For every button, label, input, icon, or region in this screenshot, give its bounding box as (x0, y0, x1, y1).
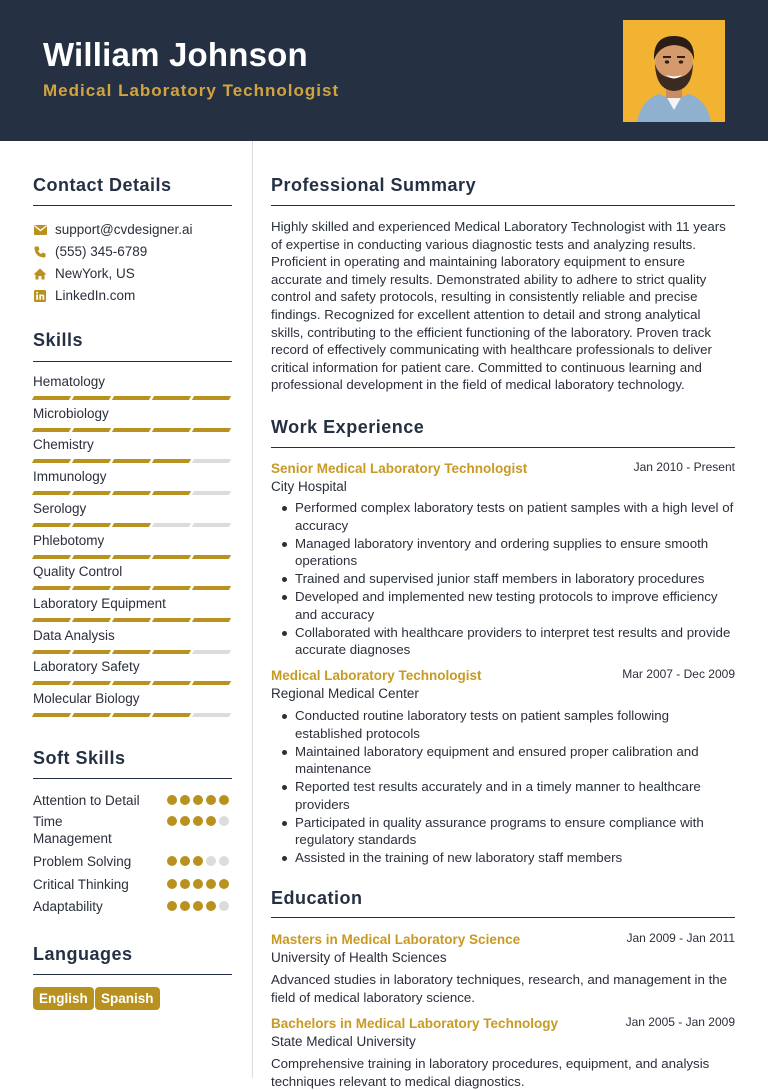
skill-level-segment (192, 491, 231, 495)
skill-row (33, 469, 231, 484)
skill-level-segment (152, 491, 191, 495)
skill-level-segment (72, 523, 111, 527)
contact-heading: Contact Details (33, 175, 172, 195)
rating-dot (180, 856, 190, 866)
skill-level-segment (72, 618, 111, 622)
skill-row (33, 659, 231, 674)
skill-name: Microbiology (33, 405, 109, 421)
list-item: Conducted routine laboratory tests on patient samples following established protocols (271, 707, 735, 742)
skill-level-segment (152, 396, 191, 400)
skill-level-bar (33, 428, 230, 432)
skill-name: Phlebotomy (33, 532, 105, 548)
list-item: Participated in quality assurance programs to ensure compliance with regulatory standards (271, 814, 735, 849)
education-rule (271, 917, 735, 918)
soft-skill-rating (167, 816, 229, 826)
degree-description: Comprehensive training in laboratory procedures, equipment, and analysis techniques relevant to medical diagnostics. (271, 1056, 710, 1089)
job-title: Medical Laboratory Technologist (271, 668, 482, 683)
rating-dot (180, 901, 190, 911)
skill-level-segment (192, 523, 231, 527)
skill-level-segment (32, 459, 71, 463)
language-tag: English (33, 987, 94, 1010)
rating-dot (219, 879, 229, 889)
skill-level-bar (33, 396, 230, 400)
skill-level-bar (33, 650, 230, 654)
candidate-title: Medical Laboratory Technologist (43, 81, 340, 100)
rating-dot (193, 816, 203, 826)
rating-dot (219, 901, 229, 911)
skill-level-segment (72, 396, 111, 400)
profile-photo (623, 20, 725, 122)
skill-level-segment (112, 523, 151, 527)
skill-name: Laboratory Safety (33, 659, 140, 675)
soft-skills-rule (33, 778, 232, 779)
summary-text: Highly skilled and experienced Medical Laboratory Technologist with 11 years of expertise in conducting various diagnostic tests and analyzing results. Proficient in operating and maintaining laboratory equipment to ensure accurate and timely results. Demonstrated ability to adhere to strict quality control and safety protocols, resulting in consistently reliable and precise findings. Recognized for excellent attention to detail and strong analytical skills, contributing to the efficient functioning of the laboratory. Proven track record of effectively communicating with healthcare professionals to deliver critical information for patient care. Committed to continuous learning and professional development in the field of medical laboratory technology. (271, 219, 726, 393)
skill-level-bar (33, 586, 230, 590)
degree-title: Bachelors in Medical Laboratory Technology (271, 1016, 559, 1031)
skill-level-segment (192, 650, 231, 654)
degree-date: Jan 2009 - Jan 2011 (626, 931, 735, 945)
skill-level-segment (72, 459, 111, 463)
skill-level-segment (72, 586, 111, 590)
skill-level-segment (112, 428, 151, 432)
languages-rule (33, 974, 232, 975)
skill-level-segment (32, 713, 71, 717)
soft-skill-name: Attention to Detail (33, 793, 140, 808)
skill-level-segment (112, 586, 151, 590)
skill-level-segment (32, 650, 71, 654)
rating-dot (167, 856, 177, 866)
skill-level-segment (32, 555, 71, 559)
job-bullets (271, 499, 735, 659)
skill-level-segment (112, 713, 151, 717)
skill-level-segment (32, 586, 71, 590)
work-rule (271, 447, 735, 448)
degree-date: Jan 2005 - Jan 2009 (625, 1015, 735, 1029)
skill-level-segment (192, 681, 231, 685)
contact-location-text: NewYork, US (55, 266, 135, 281)
education-heading: Education (271, 888, 363, 908)
summary-rule (271, 205, 735, 206)
skill-level-bar (33, 459, 230, 463)
skill-name: Quality Control (33, 564, 123, 580)
skill-name: Immunology (33, 469, 107, 485)
rating-dot (219, 795, 229, 805)
home-icon (33, 267, 47, 281)
rating-dot (167, 795, 177, 805)
language-tag: Spanish (95, 987, 160, 1010)
skill-level-segment (152, 681, 191, 685)
skill-level-bar (33, 713, 230, 717)
list-item: Trained and supervised junior staff members in laboratory procedures (271, 570, 735, 588)
skill-level-segment (112, 681, 151, 685)
soft-skills-heading: Soft Skills (33, 748, 126, 768)
job-company: Regional Medical Center (271, 686, 419, 701)
list-item: Performed complex laboratory tests on patient samples with a high level of accuracy (271, 499, 735, 534)
skill-level-bar (33, 523, 230, 527)
skill-name: Serology (33, 500, 87, 516)
skill-level-segment (72, 650, 111, 654)
skill-level-segment (152, 650, 191, 654)
skill-level-segment (32, 428, 71, 432)
contact-linkedin[interactable] (33, 288, 135, 303)
avatar-portrait (623, 20, 725, 122)
skill-level-segment (112, 396, 151, 400)
contact-email[interactable] (33, 222, 193, 237)
skill-level-segment (112, 459, 151, 463)
skill-level-segment (32, 523, 71, 527)
skill-row (33, 501, 231, 516)
skill-level-segment (152, 459, 191, 463)
skill-level-segment (192, 586, 231, 590)
skill-level-segment (192, 555, 231, 559)
job-date: Mar 2007 - Dec 2009 (622, 667, 735, 681)
skill-level-segment (192, 459, 231, 463)
skill-row (33, 596, 231, 611)
degree-description: Advanced studies in laboratory techniques, research, and management in the field of medical laboratory science. (271, 972, 728, 1005)
skill-level-segment (192, 618, 231, 622)
skill-level-segment (152, 428, 191, 432)
rating-dot (219, 816, 229, 826)
soft-skill-rating (167, 879, 229, 889)
column-divider (252, 141, 253, 1078)
skills-heading: Skills (33, 330, 84, 350)
skill-level-segment (32, 618, 71, 622)
rating-dot (193, 795, 203, 805)
list-item: Assisted in the training of new laboratory staff members (271, 849, 735, 867)
list-item: Developed and implemented new testing protocols to improve efficiency and accuracy (271, 588, 735, 623)
soft-skill-rating (167, 795, 229, 805)
skill-row (33, 628, 231, 643)
skill-level-segment (32, 681, 71, 685)
skill-level-segment (112, 555, 151, 559)
skill-level-segment (152, 555, 191, 559)
rating-dot (206, 816, 216, 826)
job-title: Senior Medical Laboratory Technologist (271, 461, 528, 476)
school-name: University of Health Sciences (271, 950, 447, 965)
job-bullets (271, 707, 735, 867)
skill-level-segment (112, 618, 151, 622)
school-name: State Medical University (271, 1034, 416, 1049)
rating-dot (180, 795, 190, 805)
envelope-icon (33, 223, 47, 237)
soft-skill-name: Adaptability (33, 899, 103, 914)
skill-row (33, 374, 231, 389)
skill-level-bar (33, 618, 230, 622)
job-company: City Hospital (271, 479, 347, 494)
soft-skill-name: Problem Solving (33, 854, 132, 869)
list-item: Maintained laboratory equipment and ensured proper calibration and maintenance (271, 743, 735, 778)
rating-dot (180, 879, 190, 889)
soft-skill-rating (167, 901, 229, 911)
rating-dot (206, 856, 216, 866)
phone-icon (33, 245, 47, 259)
skill-name: Chemistry (33, 437, 94, 453)
rating-dot (167, 901, 177, 911)
skill-level-segment (192, 396, 231, 400)
resume-header (0, 0, 768, 141)
skill-level-segment (72, 681, 111, 685)
skill-level-segment (32, 396, 71, 400)
skill-level-bar (33, 555, 230, 559)
skill-level-segment (72, 555, 111, 559)
soft-skill-rating (167, 856, 229, 866)
skill-level-segment (192, 713, 231, 717)
rating-dot (193, 879, 203, 889)
rating-dot (219, 856, 229, 866)
contact-email-text: support@cvdesigner.ai (55, 222, 193, 237)
contact-location (33, 266, 135, 281)
skill-level-segment (152, 586, 191, 590)
skill-level-segment (112, 491, 151, 495)
skill-level-segment (72, 713, 111, 717)
skill-level-segment (192, 428, 231, 432)
skill-row (33, 691, 231, 706)
list-item: Managed laboratory inventory and ordering supplies to ensure smooth operations (271, 535, 735, 570)
skill-level-segment (72, 491, 111, 495)
list-item: Reported test results accurately and in a timely manner to healthcare providers (271, 778, 735, 813)
skill-row (33, 437, 231, 452)
skill-name: Data Analysis (33, 627, 115, 643)
soft-skill-name: Critical Thinking (33, 877, 129, 892)
summary-heading: Professional Summary (271, 175, 477, 195)
contact-linkedin-text: LinkedIn.com (55, 288, 136, 303)
work-heading: Work Experience (271, 417, 425, 437)
skill-name: Laboratory Equipment (33, 595, 166, 611)
rating-dot (193, 901, 203, 911)
skill-level-segment (152, 713, 191, 717)
skill-name: Molecular Biology (33, 691, 140, 706)
linkedin-icon (33, 289, 47, 303)
skill-level-segment (72, 428, 111, 432)
skill-level-segment (32, 491, 71, 495)
contact-rule (33, 205, 232, 206)
rating-dot (206, 901, 216, 911)
list-item: Collaborated with healthcare providers to interpret test results and provide accurate diagnoses (271, 624, 735, 659)
skills-rule (33, 361, 232, 362)
contact-phone[interactable] (33, 244, 147, 259)
skill-level-segment (152, 523, 191, 527)
rating-dot (206, 795, 216, 805)
degree-title: Masters in Medical Laboratory Science (271, 932, 521, 947)
job-date: Jan 2010 - Present (633, 460, 735, 474)
skill-row (33, 564, 231, 579)
skill-level-segment (112, 650, 151, 654)
rating-dot (206, 879, 216, 889)
rating-dot (180, 816, 190, 826)
rating-dot (193, 856, 203, 866)
contact-phone-text: (555) 345-6789 (55, 244, 148, 259)
candidate-name: William Johnson (43, 36, 308, 73)
skill-level-bar (33, 491, 230, 495)
rating-dot (167, 879, 177, 889)
skill-name: Hematology (33, 374, 106, 389)
skill-level-segment (152, 618, 191, 622)
rating-dot (167, 816, 177, 826)
skill-level-bar (33, 681, 230, 685)
languages-heading: Languages (33, 944, 133, 964)
languages-list (33, 987, 233, 1011)
skill-row (33, 406, 231, 421)
skill-row (33, 533, 231, 548)
soft-skill-name: Time Management (33, 814, 112, 846)
